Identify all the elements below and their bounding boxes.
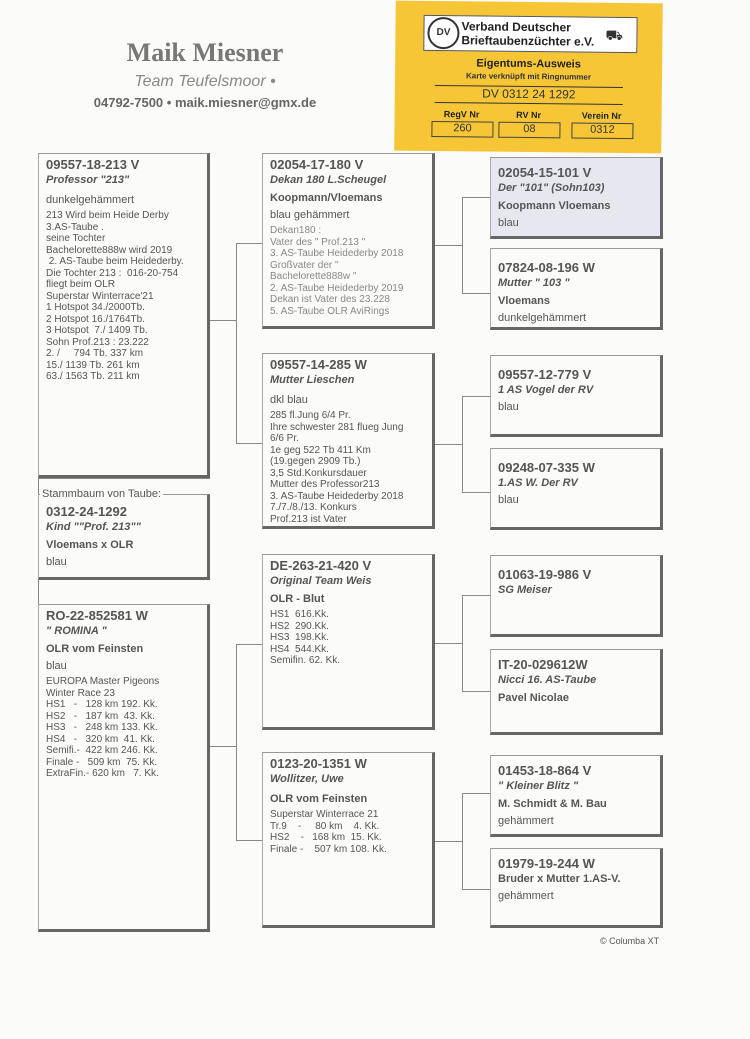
connector-line — [462, 396, 463, 492]
pigeon-color: gehämmert — [498, 890, 554, 902]
connector-line — [435, 444, 462, 445]
rv-label: RV Nr — [516, 109, 542, 121]
ring-number: 02054-17-180 V — [270, 157, 364, 172]
father-mother-box[interactable] — [262, 353, 435, 529]
card-title: Eigentums-Ausweis — [476, 57, 581, 71]
ring-number: 07824-08-196 W — [498, 260, 595, 275]
ownership-card — [394, 1, 663, 154]
connector-line — [236, 840, 262, 841]
card-ring-number: DV 0312 24 1292 — [435, 85, 623, 105]
connector-line — [236, 443, 262, 444]
pigeon-notes: Superstar Winterrace 21 Tr.9 - 80 km 4. Kk. HS2 - 168 km 15. Kk. Finale - 507 km 108. Kk. — [270, 809, 387, 855]
father-father-box[interactable] — [262, 153, 435, 329]
team-name: Team Teufelsmoor • — [134, 73, 276, 90]
ring-number: 01979-19-244 W — [498, 856, 595, 871]
pigeon-color: blau gehämmert — [270, 209, 350, 221]
connector-line — [462, 793, 463, 889]
connector-line — [435, 245, 462, 246]
ring-number: 02054-15-101 V — [498, 165, 592, 180]
pigeon-name: Nicci 16. AS-Taube — [498, 674, 597, 686]
association-logo-icon: DV — [427, 17, 459, 49]
connector-line — [462, 793, 490, 794]
pigeon-color: blau — [46, 556, 67, 568]
mf-father-box[interactable] — [490, 555, 663, 637]
pigeon-breeder: OLR - Blut — [270, 593, 325, 605]
mother-box[interactable] — [38, 604, 210, 932]
pigeon-notes: 285 fl.Jung 6/4 Pr. Ihre schwester 281 flueg Jung 6/6 Pr. 1e geg 522 Tb 411 Km (19.gegen 2909 Tb.) 3,5 Std.Konkursdauer Mutter des Professor213 3. AS-Taube Heidederby 2018 7./7./8./13. Konkurs Prof.213 ist Vater — [270, 410, 404, 525]
connector-line — [462, 197, 490, 198]
connector-line — [435, 643, 462, 644]
association-name: Verband Deutscher Brieftaubenzüchter e.V. — [461, 19, 595, 49]
connector-line — [462, 595, 490, 596]
ring-number: 01453-18-864 V — [498, 763, 592, 778]
pigeon-name: Mutter " 103 " — [498, 277, 570, 289]
connector-line — [462, 197, 463, 293]
pigeon-name: SG Meiser — [498, 584, 552, 596]
pigeon-name: Wollitzer, Uwe — [270, 773, 344, 785]
ff-mother-box[interactable] — [490, 248, 663, 330]
pigeon-breeder: Pavel Nicolae — [498, 692, 569, 704]
pigeon-breeder: M. Schmidt & M. Bau — [498, 798, 607, 810]
pigeon-color: dunkelgehämmert — [498, 312, 587, 324]
ring-number: 01063-19-986 V — [498, 567, 592, 582]
ring-number: DE-263-21-420 V — [270, 558, 372, 573]
regv-value: 260 — [431, 121, 493, 138]
pigeon-color: blau — [498, 494, 519, 506]
transport-truck-icon: ⛟ — [605, 26, 624, 43]
pigeon-color: blau — [498, 401, 519, 413]
pigeon-breeder: Vloemans x OLR — [46, 539, 134, 551]
card-subtitle: Karte verknüpft mit Ringnummer — [466, 71, 592, 82]
footer-copyright: © Columba XT — [600, 936, 660, 946]
pigeon-breeder: Vloemans — [498, 295, 550, 307]
pigeon-breeder: Koopmann Vloemans — [498, 200, 611, 212]
ring-number: IT-20-029612W — [498, 657, 588, 672]
pigeon-color: blau — [46, 660, 67, 672]
connector-line — [462, 889, 490, 890]
verein-value: 0312 — [571, 122, 633, 139]
connector-line — [462, 691, 490, 692]
ring-number: 0123-20-1351 W — [270, 756, 367, 771]
ring-number: 09557-18-213 V — [46, 157, 140, 172]
pigeon-name: Professor "213" — [46, 174, 130, 186]
pigeon-name: 1.AS W. Der RV — [498, 477, 578, 489]
pigeon-breeder: OLR vom Feinsten — [270, 793, 368, 805]
pigeon-color: dunkelgehämmert — [46, 194, 135, 206]
pigeon-name: Kind ""Prof. 213"" — [46, 521, 141, 533]
ring-number: RO-22-852581 W — [46, 608, 148, 623]
pigeon-name: 1 AS Vogel der RV — [498, 384, 594, 396]
pigeon-breeder: Koopmann/Vloemans — [270, 192, 383, 204]
pigeon-breeder: OLR vom Feinsten — [46, 643, 144, 655]
ring-number: 09557-12-779 V — [498, 367, 592, 382]
contact-info: 04792-7500 • maik.miesner@gmx.de — [93, 95, 317, 110]
pigeon-notes: 213 Wird beim Heide Derby 3.AS-Taube . seine Tochter Bachelorette888w wird 2019 2. AS-Taube beim Heidederby. Die Tochter 213 : 016-20-754 fliegt beim OLR Superstar Winterrace'21 1 Hotspot 34./2000Tb. 2 Hotspot 16./1764Tb. 3 Hotspot 7./ 1409 Tb. Sohn Prof.213 : 23.222 2. / 794 Tb. 337 km 15./ 1139 Tb. 261 km 63./ 1563 Tb. 211 km — [46, 210, 184, 382]
connector-line — [236, 644, 262, 645]
father-box[interactable] — [38, 153, 210, 478]
verein-label: Verein Nr — [581, 110, 622, 121]
stammbaum-label: Stammbaum von Taube: — [42, 488, 162, 500]
pigeon-name: " ROMINA " — [46, 625, 107, 637]
connector-line — [435, 841, 462, 842]
pigeon-notes: HS1 616.Kk. HS2 290.Kk. HS3 198.Kk. HS4 544.Kk. Semifin. 62. Kk. — [270, 609, 341, 666]
mm-father-box[interactable] — [490, 755, 663, 837]
connector-line — [210, 320, 236, 321]
ff-father-box[interactable] — [490, 157, 663, 239]
pigeon-name: Dekan 180 L.Scheugel — [270, 174, 387, 186]
connector-line — [462, 595, 463, 691]
connector-line — [462, 293, 490, 294]
ring-number: 09557-14-285 W — [270, 357, 367, 372]
mother-mother-box[interactable] — [262, 752, 435, 928]
connector-line — [236, 243, 262, 244]
pigeon-color: dkl blau — [270, 394, 308, 406]
rv-value: 08 — [498, 122, 560, 139]
pigeon-breeder: Bruder x Mutter 1.AS-V. — [498, 873, 621, 885]
pigeon-color: gehämmert — [498, 815, 554, 827]
child-box[interactable] — [38, 494, 210, 580]
connector-line — [210, 746, 236, 747]
ring-number: 09248-07-335 W — [498, 460, 595, 475]
pigeon-name: " Kleiner Blitz " — [498, 780, 579, 792]
connector-line — [236, 243, 237, 443]
ring-number: 0312-24-1292 — [46, 504, 127, 519]
mm-mother-box[interactable] — [490, 848, 663, 928]
pigeon-color: blau — [498, 217, 519, 229]
connector-line — [38, 580, 39, 604]
mother-father-box[interactable] — [262, 554, 435, 730]
pigeon-name: Original Team Weis — [270, 575, 372, 587]
fm-father-box[interactable] — [490, 355, 663, 437]
owner-name: Maik Miesner — [126, 38, 284, 67]
connector-line — [236, 644, 237, 840]
fm-mother-box[interactable] — [490, 448, 663, 530]
mf-mother-box[interactable] — [490, 649, 663, 735]
pigeon-notes: Dekan180 : Vater des " Prof.213 " 3. AS-Taube Heidederby 2018 Großvater der " Bachelorette888w " 2. AS-Taube Heidederby 2019 Dekan ist Vater des 23.228 5. AS-Taube OLR AviRings — [270, 225, 404, 317]
connector-line — [38, 478, 210, 479]
pigeon-name: Der "101" (Sohn103) — [498, 182, 605, 194]
regv-label: RegV Nr — [443, 109, 480, 120]
connector-line — [462, 492, 490, 493]
pigeon-notes: EUROPA Master Pigeons Winter Race 23 HS1 - 128 km 192. Kk. HS2 - 187 km 43. Kk. HS3 - 248 km 133. Kk. HS4 - 320 km 41. Kk. Semifi.- 422 km 246. Kk. Finale - 509 km 75. Kk. ExtraFin.- 620 km 7. Kk. — [46, 676, 160, 779]
connector-line — [462, 396, 490, 397]
pigeon-name: Mutter Lieschen — [270, 374, 355, 386]
